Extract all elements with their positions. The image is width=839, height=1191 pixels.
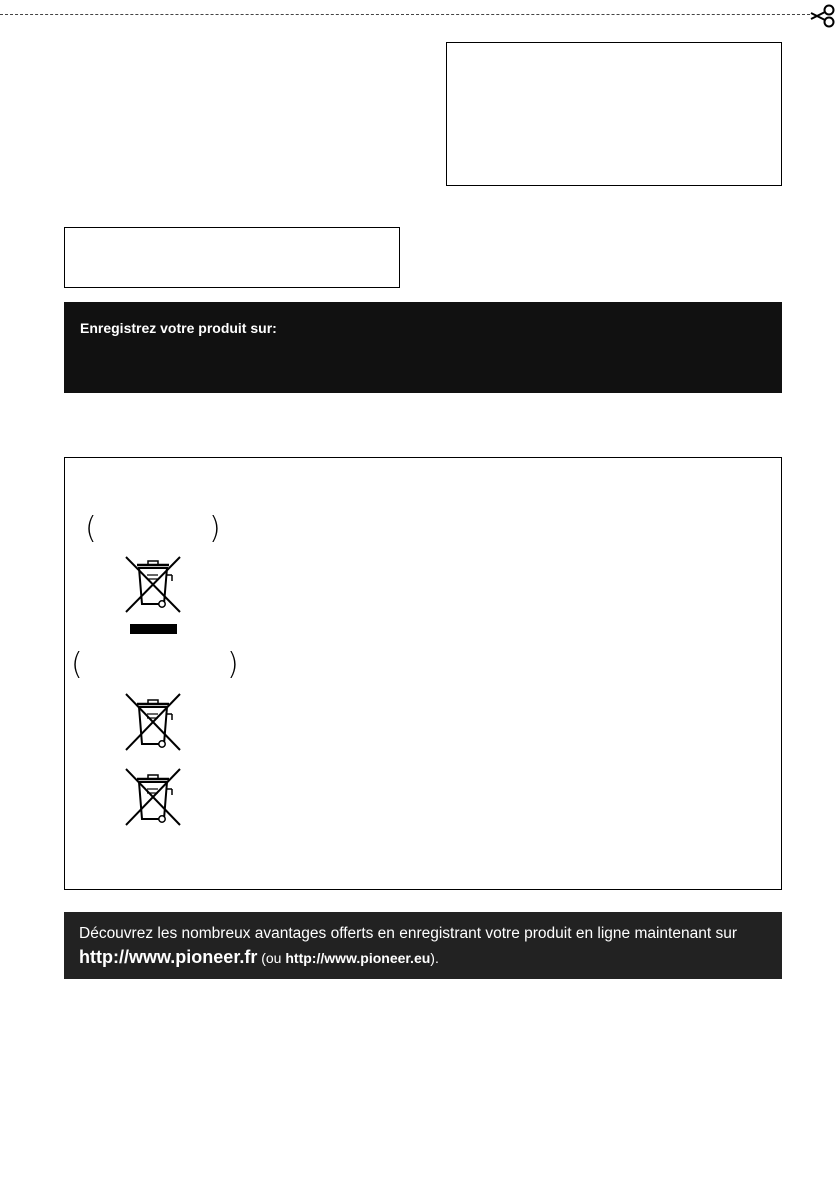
- register-banner: [64, 302, 782, 393]
- scissors-icon: [810, 4, 836, 28]
- crossed-bin-icon: [124, 692, 184, 754]
- empty-box-small: [64, 227, 400, 288]
- bracket-group-2: [71, 647, 243, 686]
- paren-close-text: ).: [430, 950, 439, 966]
- pioneer-fr-link[interactable]: http://www.pioneer.fr: [79, 947, 258, 967]
- cut-line: [0, 14, 810, 15]
- bracket-group-1: [85, 511, 225, 550]
- paren-open-text: (ou: [257, 950, 286, 966]
- bracket-open: (: [71, 647, 83, 682]
- crossed-bin-icon: [124, 767, 184, 829]
- pioneer-eu-link[interactable]: http://www.pioneer.eu: [285, 950, 431, 966]
- weee-disposal-box: [64, 457, 782, 890]
- crossed-bin-with-bar-icon: [124, 555, 184, 640]
- bracket-close: ): [227, 647, 239, 682]
- empty-box-top-right: [446, 42, 782, 186]
- bracket-open: (: [85, 511, 97, 546]
- promo-url-line: [79, 944, 782, 971]
- register-label: Enregistrez votre produit sur:: [80, 320, 277, 336]
- bracket-close: ): [209, 511, 221, 546]
- promo-text: Découvrez les nombreux avantages offerts en enregistrant votre produit en ligne maintenant sur: [79, 925, 737, 942]
- online-registration-banner: [64, 912, 782, 979]
